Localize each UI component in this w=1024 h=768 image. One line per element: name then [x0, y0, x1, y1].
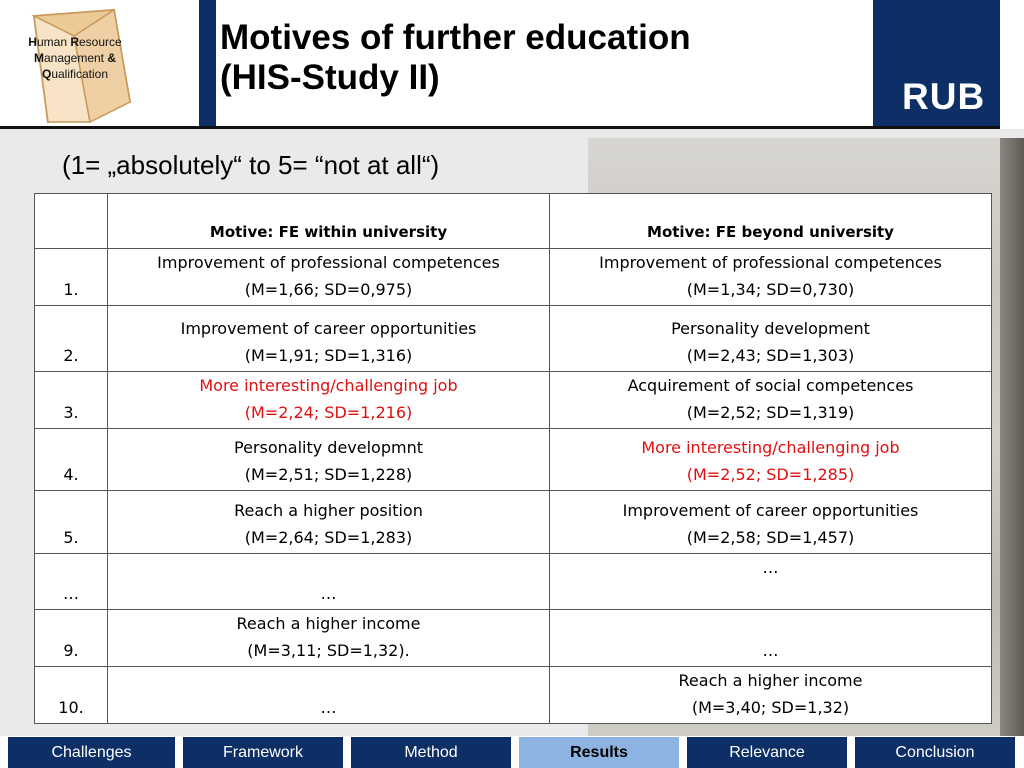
- table-header-row: [35, 194, 992, 249]
- table-row: [35, 429, 992, 491]
- motive-line: (M=3,11; SD=1,32).: [247, 641, 410, 660]
- rank-cell: 4.: [35, 429, 108, 491]
- motive-line: Reach a higher position: [234, 501, 423, 520]
- table-row: [35, 249, 992, 306]
- table-body: [35, 249, 992, 724]
- title-line-1: Motives of further education: [220, 18, 691, 57]
- motive-cell-within: [108, 249, 550, 306]
- motive-line: Acquirement of social competences: [627, 376, 914, 395]
- header-accent-bar: [199, 0, 216, 128]
- motive-cell-within: [108, 372, 550, 429]
- motive-line: More interesting/challenging job: [641, 438, 900, 457]
- table-row: [35, 306, 992, 372]
- motive-cell-beyond: [550, 491, 992, 554]
- motive-line: …: [320, 698, 337, 717]
- motive-cell-within: [108, 429, 550, 491]
- header-within-university: Motive: FE within university: [108, 194, 550, 249]
- table-row: [35, 554, 992, 610]
- motive-cell-within: [108, 667, 550, 724]
- motive-line: (M=2,52; SD=1,285): [686, 465, 855, 484]
- motive-line: Improvement of professional competences: [157, 253, 500, 272]
- nav-tab-method[interactable]: Method: [351, 737, 511, 768]
- motive-line: Improvement of career opportunities: [622, 501, 919, 520]
- logo-text: Human Resource Management & Qualification: [28, 35, 122, 81]
- rank-cell: 1.: [35, 249, 108, 306]
- motive-line: (M=1,34; SD=0,730): [686, 280, 855, 299]
- motive-line: Personality development: [671, 319, 870, 338]
- rank-cell: …: [35, 554, 108, 610]
- table-row: [35, 491, 992, 554]
- rank-cell: 2.: [35, 306, 108, 372]
- motive-line: …: [762, 558, 779, 577]
- motive-cell-beyond: [550, 667, 992, 724]
- slide-title: [220, 18, 691, 98]
- header-rank: [35, 194, 108, 249]
- motive-cell-beyond: [550, 610, 992, 667]
- motive-cell-beyond: [550, 554, 992, 610]
- table-row: [35, 667, 992, 724]
- motive-cell-within: [108, 306, 550, 372]
- motive-line: (M=2,58; SD=1,457): [686, 528, 855, 547]
- motive-line: Reach a higher income: [236, 614, 421, 633]
- motive-line: (M=2,52; SD=1,319): [686, 403, 855, 422]
- rank-cell: 9.: [35, 610, 108, 667]
- slide-header: [0, 0, 1024, 130]
- nav-tab-relevance[interactable]: Relevance: [687, 737, 847, 768]
- motive-line: …: [320, 584, 337, 603]
- table-row: [35, 372, 992, 429]
- motive-line: (M=1,66; SD=0,975): [244, 280, 413, 299]
- motives-table: [34, 193, 992, 724]
- motive-cell-within: [108, 491, 550, 554]
- rank-cell: 5.: [35, 491, 108, 554]
- rub-logo: RUB: [902, 76, 986, 117]
- nav-tab-framework[interactable]: Framework: [183, 737, 343, 768]
- header-beyond-university: Motive: FE beyond university: [550, 194, 992, 249]
- motive-line: Improvement of career opportunities: [180, 319, 477, 338]
- motive-line: (M=3,40; SD=1,32): [691, 698, 850, 717]
- nav-tab-conclusion[interactable]: Conclusion: [855, 737, 1015, 768]
- motive-cell-beyond: [550, 429, 992, 491]
- motive-line: (M=2,51; SD=1,228): [244, 465, 413, 484]
- motive-line: Reach a higher income: [678, 671, 863, 690]
- motive-cell-within: [108, 610, 550, 667]
- motive-line: Improvement of professional competences: [599, 253, 942, 272]
- scale-subtitle: (1= „absolutely“ to 5= “not at all“): [62, 150, 440, 180]
- nav-tab-challenges[interactable]: Challenges: [8, 737, 175, 768]
- motive-cell-beyond: [550, 249, 992, 306]
- motive-cell-beyond: [550, 306, 992, 372]
- background-photo-edge: [1000, 138, 1024, 736]
- motive-line: …: [762, 641, 779, 660]
- motive-line: (M=2,64; SD=1,283): [244, 528, 413, 547]
- motive-line: (M=1,91; SD=1,316): [244, 346, 413, 365]
- motive-cell-beyond: [550, 372, 992, 429]
- motive-line: (M=2,43; SD=1,303): [686, 346, 855, 365]
- motive-line: Personality developmnt: [234, 438, 423, 457]
- rank-cell: 3.: [35, 372, 108, 429]
- nav-tab-results[interactable]: Results: [519, 737, 679, 768]
- rank-cell: 10.: [35, 667, 108, 724]
- section-nav: [0, 736, 1024, 768]
- table-row: [35, 610, 992, 667]
- motive-cell-within: [108, 554, 550, 610]
- motive-line: More interesting/challenging job: [199, 376, 458, 395]
- title-line-2: (HIS-Study II): [220, 58, 440, 97]
- motive-line: (M=2,24; SD=1,216): [244, 403, 413, 422]
